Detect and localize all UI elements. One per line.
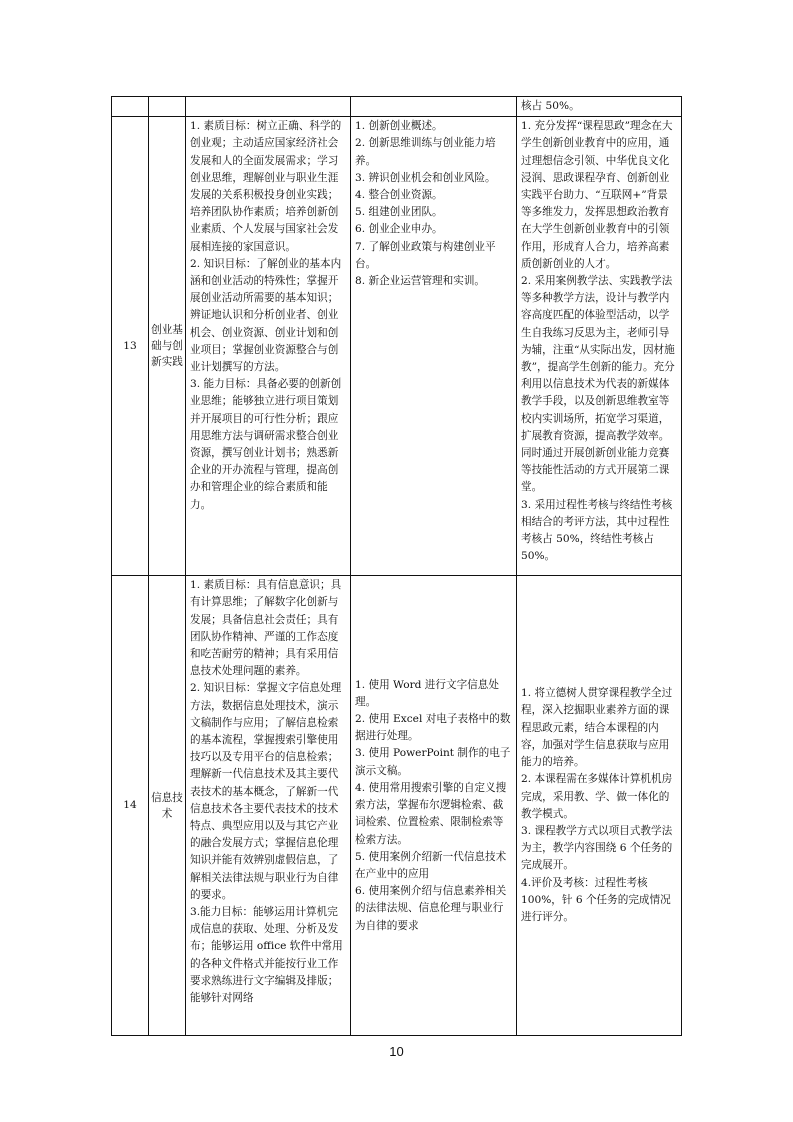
cell-course-name [149, 117, 186, 576]
table-row-14 [112, 576, 682, 1036]
cell-content [351, 576, 517, 1036]
cell-requirements [517, 117, 682, 576]
cell-course-name [149, 576, 186, 1036]
course-table [111, 96, 682, 1036]
cell-content-empty [351, 97, 517, 117]
table-row-continued [112, 97, 682, 117]
cell-requirements [517, 576, 682, 1036]
course-number: 14 [123, 799, 137, 812]
cell-number [112, 117, 149, 576]
course-name: 创业基础与创新实践 [151, 324, 183, 369]
course-content: 1. 创新创业概述。 2. 创新思维训练与创业能力培养。 3. 辨识创业机会和创业风险。 4. 整合创业资源。 5. 组建创业团队。 6. 创业企业申办。 7. 了解创业政策与构建创业平台。 8. 新企业运营管理和实训。 [355, 120, 496, 288]
requirements-continued-text: 核占 50%。 [521, 100, 580, 112]
cell-requirements-continued [517, 97, 682, 117]
cell-number [112, 576, 149, 1036]
cell-number-empty [112, 97, 149, 117]
cell-course-name-empty [149, 97, 186, 117]
course-goals: 1. 素质目标：具有信息意识；具有计算思维；了解数字化创新与发展；具备信息社会责任；具有团队协作精神、严谨的工作态度和吃苦耐劳的精神；具有采用信息技术处理问题的素养。 2. 知识目标：掌握文字信息处理方法，数据信息处理技术，演示文稿制作与应用；了解信息检索的基本流程，掌握搜索引擎使用技巧以及专用平台的信息检索；理解新一代信息技术及其主要代表技术的基本概念，了解新一代信息技术各主要代表技术的技术特点、典型应用以及与其它产业的融合发展方式；掌握信息伦理知识并能有效辨别虚假信息，了解相关法律法规与职业行为自律的要求。 3.能力目标：能够运用计算机完成信息的获取、处理、分析及发布；能够运用 office 软件中常用的各种文件格式并能按行业工作要求熟练进行文字编辑及排版；能够针对网络 [190, 579, 343, 1005]
page-number: 10 [389, 1044, 404, 1059]
course-content: 1. 使用 Word 进行文字信息处理。 2. 使用 Excel 对电子表格中的数据进行处理。 3. 使用 PowerPoint 制作的电子演示文稿。 4. 使用常用搜索引擎的自定义搜索方法，掌握布尔逻辑检索、截词检索、位置检索、限制检索等检索方法。 5. 使用案例介绍新一代信息技术在产业中的应用 6. 使用案例介绍与信息素养相关的法律法规、信息伦理与职业行为自律的要求 [355, 678, 511, 932]
cell-goals [186, 576, 351, 1036]
course-goals: 1. 素质目标：树立正确、科学的创业观；主动适应国家经济社会发展和人的全面发展需求；学习创业思维，理解创业与职业生涯发展的关系积极投身创业实践；培养团队协作素质；培养创新创业素质、个人发展与国家社会发展相连接的家国意识。 2. 知识目标：了解创业的基本内涵和创业活动的特殊性；掌握开展创业活动所需要的基本知识；辨证地认识和分析创业者、创业机会、创业资源、创业计划和创业项目；掌握创业资源整合与创业计划撰写的方法。 3. 能力目标：具备必要的创新创业思维；能够独立进行项目策划并开展项目的可行性分析；跟应用思维方法与调研需求整合创业资源，撰写创业计划书；熟悉新企业的开办流程与管理，提高创办和管理企业的综合素质和能力。 [190, 120, 342, 511]
course-requirements: 1. 充分发挥“课程思政”理念在大学生创新创业教育中的应用，通过理想信念引领、中华优良文化浸润、思政课程孕育、创新创业实践平台助力、“互联网+”背景等多维发力，发挥思想政治教育在大学生创新创业教育中的引领作用，形成育人合力，培养高素质创新创业的人才。 2. 采用案例教学法、实践教学法等多种教学方法，设计与教学内容高度匹配的体验型活动，以学生自我练习反思为主，老师引导为辅，注重“从实际出发，因材施教”，提高学生创新的能力。充分利用以信息技术为代表的新媒体教学手段，以及创新思维教室等校内实训场所，拓宽学习渠道，扩展教育资源，提高教学效率。同时通过开展创新创业能力竞赛等技能性活动的方式开展第二课堂。 3. 采用过程性考核与终结性考核相结合的考评方法，其中过程性考核占 50%，终结性考核占 50%。 [521, 120, 675, 563]
table-row-13 [112, 117, 682, 576]
course-name: 信息技术 [151, 791, 183, 820]
cell-goals-empty [186, 97, 351, 117]
cell-content [351, 117, 517, 576]
course-number: 13 [123, 339, 137, 352]
course-requirements: 1. 将立德树人贯穿课程教学全过程，深入挖掘职业素养方面的课程思政元素，结合本课程的内容，加强对学生信息获取与应用能力的培养。 2. 本课程需在多媒体计算机机房完成，采用教、学、做一体化的教学模式。 3. 课程教学方式以项目式教学法为主，教学内容围绕 6 个任务的完成展开。 4.评价及考核：过程性考核 100%，针 6 个任务的完成情况进行评分。 [521, 687, 673, 923]
cell-goals [186, 117, 351, 576]
